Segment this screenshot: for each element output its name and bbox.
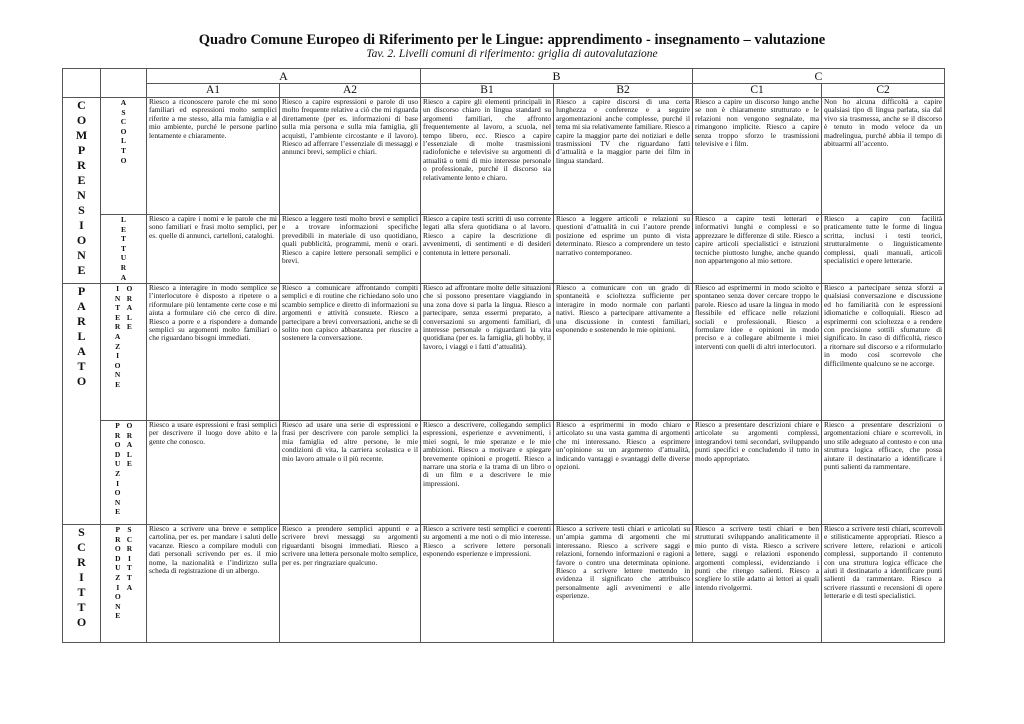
vertical-letter: O [76,374,87,388]
skill-label-letter: S [121,107,126,117]
row-produzione-orale [63,421,945,525]
skill-label-letter: O [114,544,121,554]
cell-scritta-c1: Riesco a scrivere testi chiari e ben strutturati sviluppando analiticamente il mio punto di vista. Riesco a scrivere lettere, saggi e relazioni esponendo argomenti complessi, evidenziando i punti che ritengo salienti. Riesco a scegliere lo stile adatto ai lettori ai quali intendo rivolgermi. [693,525,822,643]
skill-label-letter: E [115,507,121,517]
skill-label-letter: O [126,421,133,430]
skill-label-letter: U [120,253,127,263]
vertical-letter: R [77,158,86,172]
skill-label-word [127,284,133,390]
skill-label-letter: A [120,272,127,282]
skill-label-letter: O [114,360,121,370]
level-group-c: C [693,69,945,84]
skill-label-word [127,525,132,621]
vertical-letter: C [77,98,86,112]
vertical-letter: R [77,555,86,569]
cell-scritta-a1: Riesco a scrivere una breve e semplice cartolina, per es. per mandare i saluti delle vacanze. Riesco a compilare moduli con dati personali scrivendo per es. il mio nome, la nazionalità e l’indirizzo sulla scheda di registrazione di un albergo. [147,525,280,643]
cell-ascolto-c2: Non ho alcuna difficoltà a capire qualsiasi tipo di lingua parlata, sia dal vivo sia trasmessa, anche se il discorso è tenuto in modo veloce da un madrelingua, purché abbia il tempo di abituarmi all’accento. [822,98,945,215]
skill-label-letter: T [120,243,126,253]
skill-label-letter: D [114,449,121,459]
cell-interazione-b2: Riesco a comunicare con un grado di spontaneità e scioltezza sufficiente per interagire in modo normale con parlanti nativi. Riesco a partecipare attivamente a una discussione in contesti familiari, esponendo e sostenendo le mie opinioni. [554,284,693,421]
skill-label-letter: L [120,136,126,146]
skill-label-letter: T [120,145,126,155]
row-ascolto [63,98,945,215]
cell-lettura-c1: Riesco a capire testi letterari e informativi lunghi e complessi e so apprezzare le differenze di stile. Riesco a capire articoli specialistici e istruzioni tecniche piuttosto lunghe, anche quando non appartengono al mio settore. [693,215,822,284]
vertical-letter: A [77,344,86,358]
skill-label-letter: E [126,322,132,332]
vertical-label [65,284,98,389]
skill-label-letter: P [115,525,121,534]
skill-lettura [101,215,147,284]
skill-label-letter: R [114,430,121,440]
level-group-row [63,69,945,84]
vertical-letter: T [77,359,86,373]
skill-label-letter: A [114,331,121,341]
level-a2: A2 [280,84,421,98]
vertical-letter: S [78,525,85,539]
vertical-label [65,525,98,630]
cell-interazione-a1: Riesco a interagire in modo semplice se l’interlocutore è disposto a ripetere o a riformulare più lentamente certe cose e mi aiuta a formulare ciò che cerco di dire. Riesco a porre e a rispondere a domande semplici su argomenti molto familiari o che riguardano bisogni immediati. [147,284,280,421]
vertical-letter: P [77,284,86,298]
cell-ascolto-b2: Riesco a capire discorsi di una certa lunghezza e conferenze e a seguire argomentazioni anche complesse, purché il tema mi sia relativamente familiare. Riesco a capire la maggior parte dei notiziari e delle trasmissioni TV che riguardano fatti d’attualità e la maggior parte dei film in lingua standard. [554,98,693,215]
skill-label-letter: O [126,284,133,293]
level-b2: B2 [554,84,693,98]
skill-label-letter: T [126,563,132,573]
cell-produzione-orale-a1: Riesco a usare espressioni e frasi semplici per descrivere il luogo dove abito e la gente che conosco. [147,421,280,525]
cell-scritta-b2: Riesco a scrivere testi chiari e articolati su un’ampia gamma di argomenti che mi interessano. Riesco a scrivere saggi e relazioni, fornendo informazioni e ragioni a favore o contro una determinata opinione. Riesco a scrivere lettere mettendo in evidenza il significato che attribuisco personalmente agli avvenimenti e alle esperienze. [554,525,693,643]
skill-label-letter: C [126,534,133,544]
skill-label-letter: R [126,293,133,303]
skill-label-letter: L [126,312,132,322]
skill-label-letter: E [120,224,126,234]
skill-label-letter: N [114,370,121,380]
skill-label-letter: T [115,303,121,313]
skill-label-letter: E [115,312,121,322]
skill-label-letter: L [126,449,132,459]
skill-label-word [115,284,121,390]
row-produzione-scritta [63,525,945,643]
vertical-label [65,98,98,278]
skill-label-letter: I [116,351,120,361]
skill-label-word [121,215,126,282]
level-c2: C2 [822,84,945,98]
level-c1: C1 [693,84,822,98]
cell-scritta-b1: Riesco a scrivere testi semplici e coerenti su argomenti a me noti o di mio interesse. Riesco a scrivere lettere personali esponendo esperienze e impressioni. [421,525,554,643]
skill-label [103,284,144,390]
vertical-letter: N [77,188,86,202]
skill-label-word [115,525,121,621]
skill-label-letter: I [116,284,120,293]
skill-label [103,421,144,517]
skill-label-letter: T [120,234,126,244]
self-assessment-grid [62,68,945,643]
vertical-letter: P [77,143,86,157]
skill-label-letter: E [115,611,121,621]
cell-produzione-orale-b1: Riesco a descrivere, collegando semplici espressioni, esperienze e avvenimenti, i miei sogni, le mie speranze e le mie ambizioni. Riesco a motivare e spiegare brevemente opinioni e progetti. Riesco a narrare una storia e la trama di un libro o di un film e a descrivere le mie impressioni. [421,421,554,525]
corner-cell [101,69,147,98]
section-parlato [63,284,101,525]
skill-label-letter: R [126,430,133,440]
vertical-letter: L [77,329,86,343]
row-lettura [63,215,945,284]
skill-label-letter: Z [115,572,121,582]
cell-scritta-a2: Riesco a prendere semplici appunti e a scrivere brevi messaggi su argomenti riguardanti bisogni immediati. Riesco a scrivere una lettera personale molto semplice, per es. per ringraziare qualcuno. [280,525,421,643]
skill-label-letter: R [114,322,121,332]
cell-lettura-b2: Riesco a leggere articoli e relazioni su questioni d’attualità in cui l’autore prende posizione ed esprime un punto di vista determinato. Riesco a comprendere un testo narrativo contemporaneo. [554,215,693,284]
cell-ascolto-a2: Riesco a capire espressioni e parole di uso molto frequente relative a ciò che mi riguarda direttamente (per es. informazioni di base sulla mia persona e sulla mia famiglia, gli acquisti, l’ambiente circostante e il lavoro). Riesco ad afferrare l’essenziale di messaggi e annunci brevi, semplici e chiari. [280,98,421,215]
skill-label-letter: I [116,478,120,488]
skill-interazione-orale [101,284,147,421]
skill-label-word [115,421,121,517]
vertical-letter: T [77,600,86,614]
skill-label-letter: Z [115,468,121,478]
skill-produzione-orale [101,421,147,525]
cell-ascolto-c1: Riesco a capire un discorso lungo anche se non è chiaramente strutturato e le relazioni non vengono segnalate, ma rimangono implicite. Riesco a capire senza troppo sforzo le trasmissioni televisive e i film. [693,98,822,215]
vertical-letter: O [76,113,87,127]
cell-interazione-b1: Riesco ad affrontare molte delle situazioni che si possono presentare viaggiando in una zona dove si parla la lingua. Riesco a partecipare, senza essermi preparato, a conversazioni su argomenti familiari, di interesse personale o riguardanti la vita quotidiana (per es. la famiglia, gli hobby, il lavoro, i viaggi e i fatti d’attualità). [421,284,554,421]
page-subtitle: Tav. 2. Livelli comuni di riferimento: griglia di autovalutazione [366,48,658,60]
level-group-a: A [147,69,421,84]
skill-label-letter: P [115,421,120,430]
cell-produzione-orale-b2: Riesco a esprimermi in modo chiaro e articolato su una vasta gamma di argomenti che mi interessano. Riesco a esprimere un’opinione su un argomento d’attualità, indicando vantaggi e svantaggi delle diverse opzioni. [554,421,693,525]
skill-label [103,215,144,282]
cell-produzione-orale-a2: Riesco ad usare una serie di espressioni e frasi per descrivere con parole semplici la mia famiglia ed altre persone, le mie condizioni di vita, la carriera scolastica e il mio lavoro attuale o il più recente. [280,421,421,525]
skill-label-letter: A [126,303,133,313]
vertical-letter: E [77,263,86,277]
skill-produzione-scritta [101,525,147,643]
skill-label-letter: O [114,488,121,498]
skill-label-letter: R [126,544,133,554]
vertical-letter: M [75,128,88,142]
skill-label-letter: Z [115,341,121,351]
cell-lettura-c2: Riesco a capire con facilità praticamente tutte le forme di lingua scritta, inclusi i testi teorici, strutturalmente o linguisticamente complessi, quali manuali, articoli specialistici e opere letterarie. [822,215,945,284]
vertical-letter: S [78,203,85,217]
cell-produzione-orale-c1: Riesco a presentare descrizioni chiare e articolate su argomenti complessi, integrandovi temi secondari, sviluppando punti specifici e concludendo il tutto in modo appropriato. [693,421,822,525]
skill-label-letter: E [126,459,132,469]
vertical-letter: I [79,570,84,584]
cell-produzione-orale-c2: Riesco a presentare descrizioni o argomentazioni chiare e scorrevoli, in uno stile adeguato al contesto e con una struttura logica efficace, che possa aiutare il destinatario a identificare i punti salienti da rammentare. [822,421,945,525]
section-scritto [63,525,101,643]
cell-interazione-c2: Riesco a partecipare senza sforzi a qualsiasi conversazione e discussione ed ho familiarità con le espressioni idiomatiche e colloquiali. Riesco ad esprimermi con scioltezza e a rendere con precisione sottili sfumature di significato. In caso di difficoltà, riesco a ritornare sul discorso e a riformularlo in modo così scorrevole che difficilmente qualcuno se ne accorge. [822,284,945,421]
vertical-letter: R [77,314,86,328]
skill-label-letter: N [114,497,121,507]
skill-label-letter: O [120,126,127,136]
vertical-letter: N [77,248,86,262]
skill-label-letter: R [120,262,127,272]
skill-label-word [121,98,127,165]
cell-interazione-a2: Riesco a comunicare affrontando compiti semplici e di routine che richiedano solo uno scambio semplice e diretto di informazioni su argomenti e attività consuete. Riesco a partecipare a brevi conversazioni, anche se di solito non capisco abbastanza per riuscire a sostenere la conversazione. [280,284,421,421]
cell-lettura-a1: Riesco a capire i nomi e le parole che mi sono familiari e frasi molto semplici, per es. quelle di annunci, cartelloni, cataloghi. [147,215,280,284]
skill-label-letter: O [120,155,127,165]
skill-label-letter: N [114,293,121,303]
skill-label-letter: A [126,440,133,450]
skill-label-letter: E [115,379,121,389]
cell-interazione-c1: Riesco ad esprimermi in modo sciolto e spontaneo senza dover cercare troppo le parole. Riesco ad usare la lingua in modo flessibile ed efficace nelle relazioni sociali e professionali. Riesco a formulare idee e opinioni in modo preciso e a collegare abilmente i miei interventi con quelli di altri interlocutori. [693,284,822,421]
skill-label-letter: T [126,572,132,582]
skill-label-letter: I [127,553,131,563]
skill-label-letter: A [120,98,127,107]
skill-label-letter: U [114,459,121,469]
skill-label-word [127,421,133,517]
skill-label-letter: O [114,592,121,602]
cell-ascolto-b1: Riesco a capire gli elementi principali in un discorso chiaro in lingua standard su argomenti familiari, che affronto frequentemente al lavoro, a scuola, nel tempo libero, ecc. Riesco a capire l’essenziale di molte trasmissioni radiofoniche e televisive su argomenti di attualità o temi di mio interesse personale o professionale, purché il discorso sia relativamente lento e chiaro. [421,98,554,215]
skill-label-letter: L [120,215,126,224]
vertical-letter: O [76,615,87,629]
skill-ascolto [101,98,147,215]
cell-scritta-c2: Riesco a scrivere testi chiari, scorrevoli e stilisticamente appropriati. Riesco a scrivere lettere, relazioni e articoli complessi, supportando il contenuto con una struttura logica efficace che aiuti il destinatario a identificare punti salienti da rammentare. Riesco a scrivere riassunti e recensioni di opere letterarie e di testi specialistici. [822,525,945,643]
skill-label [103,98,144,165]
level-b1: B1 [421,84,554,98]
skill-label-letter: S [127,525,132,534]
skill-label-letter: D [115,553,121,563]
vertical-letter: E [77,173,86,187]
skill-label-letter: R [115,534,121,544]
corner-cell [63,69,101,98]
vertical-letter: O [76,233,87,247]
skill-label-letter: U [115,563,121,573]
level-group-b: B [421,69,693,84]
skill-label-letter: A [126,582,133,592]
skill-label-letter: N [115,601,121,611]
cell-lettura-a2: Riesco a leggere testi molto brevi e semplici e a trovare informazioni specifiche prevedibili in materiale di uso quotidiano, quali pubblicità, programmi, menù e orari. Riesco a capire lettere personali semplici e brevi. [280,215,421,284]
vertical-letter: T [77,585,86,599]
page-title: Quadro Comune Europeo di Riferimento per le Lingue: apprendimento - insegnamento – valutazione [198,32,826,48]
cell-lettura-b1: Riesco a capire testi scritti di uso corrente legati alla sfera quotidiana o al lavoro. Riesco a capire la descrizione di avvenimenti, di sentimenti e di desideri contenuta in lettere personali. [421,215,554,284]
vertical-letter: I [79,218,84,232]
level-a1: A1 [147,84,280,98]
skill-label-letter: O [114,440,121,450]
skill-label [103,525,144,621]
row-interazione-orale [63,284,945,421]
vertical-letter: A [77,299,86,313]
vertical-letter: C [77,540,86,554]
cell-ascolto-a1: Riesco a riconoscere parole che mi sono familiari ed espressioni molto semplici riferite a me stesso, alla mia famiglia e al mio ambiente, purché le persone parlino lentamente e chiaramente. [147,98,280,215]
skill-label-letter: I [116,582,120,592]
section-comprensione [63,98,101,284]
level-row [63,84,945,98]
skill-label-letter: C [120,117,127,127]
